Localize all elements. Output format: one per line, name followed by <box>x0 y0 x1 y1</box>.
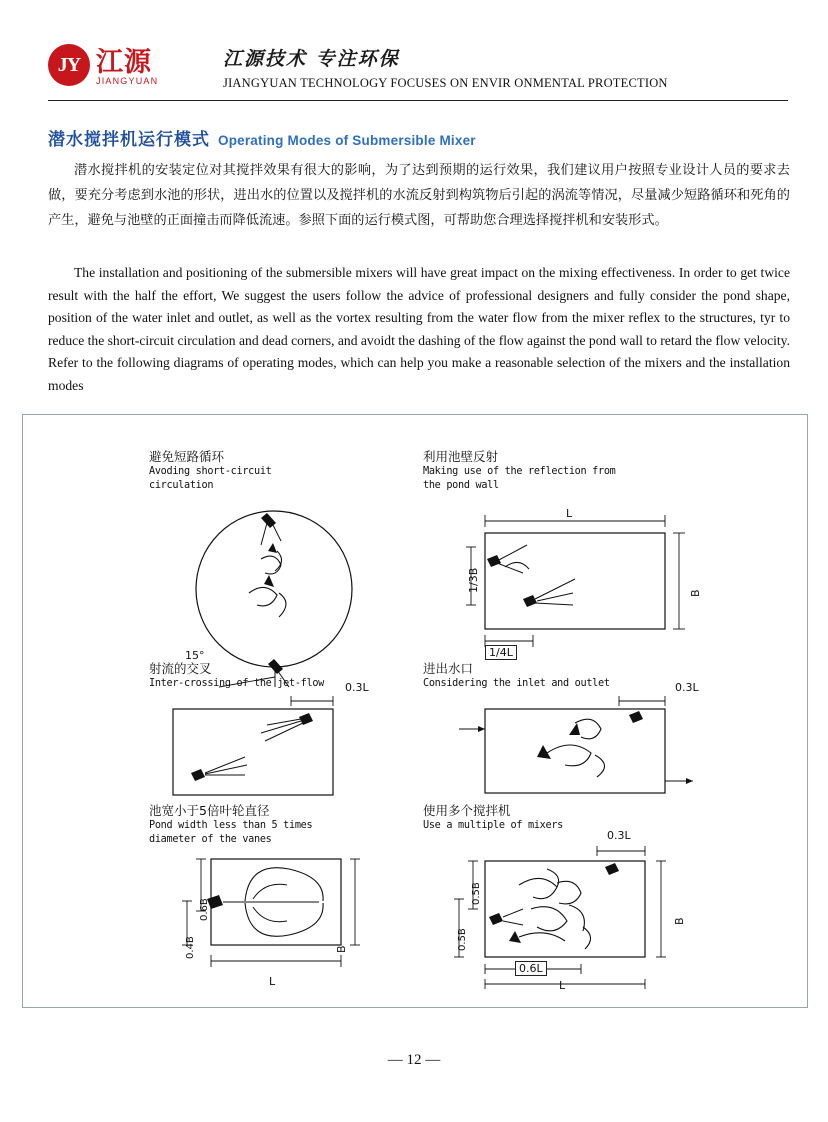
figure-reflection-pond-wall <box>423 449 763 679</box>
figure-caption-cn: 利用池壁反射 <box>423 449 499 464</box>
company-logo-icon: JY <box>48 44 90 86</box>
figure-caption-cn: 使用多个搅拌机 <box>423 803 511 818</box>
figure-6-label-05B-lower: 0.5B <box>457 928 468 951</box>
figure-4-drawing <box>423 695 763 805</box>
figure-3-label-03L: 0.3L <box>345 681 369 694</box>
slogan-en: JIANGYUAN TECHNOLOGY FOCUSES ON ENVIR ONMENTAL PROTECTION <box>223 76 668 90</box>
figure-caption-cn: 射流的交叉 <box>149 661 212 676</box>
company-name-cn: 江源 <box>96 47 152 78</box>
figure-6-label-L: L <box>559 979 566 992</box>
figure-caption-en-line2: the pond wall <box>423 480 499 491</box>
page-number: — 12 — <box>387 1052 441 1068</box>
figure-caption-en-line2: diameter of the vanes <box>149 834 272 845</box>
figure-pond-width-less-5-times <box>149 803 429 993</box>
diagram-panel <box>22 414 808 1008</box>
figure-caption-en-line2: circulation <box>149 480 214 491</box>
figure-multiple-mixers <box>423 803 763 993</box>
figure-2-label-L: L <box>566 507 573 520</box>
page-title-en: Operating Modes of Submersible Mixer <box>218 133 476 148</box>
figure-5-label-B: B <box>335 945 348 953</box>
figure-6-label-03L: 0.3L <box>607 829 631 842</box>
figure-inlet-outlet <box>423 661 763 811</box>
figure-caption-cn: 池宽小于5倍叶轮直径 <box>149 803 270 818</box>
page-title-cn: 潜水搅拌机运行模式 <box>48 130 210 150</box>
figure-6-label-06L: 0.6L <box>515 961 547 976</box>
body-paragraph-cn: 潜水搅拌机的安装定位对其搅拌效果有很大的影响，为了达到预期的运行效果，我们建议用户按照专业设计人员的要求去做，要充分考虑到水池的形状，进出水的位置以及搅拌机的水流反射到构筑物后引起的涡流等情况，尽量减少短路循环和死角的产生，避免与池壁的正面撞击而降低流速。参照下面的运行模式图，可帮助您合理选择搅拌机和安装形式。 <box>48 163 790 228</box>
figure-5-label-04B: 0.4B <box>185 936 196 959</box>
figure-avoiding-short-circuit <box>149 449 429 679</box>
figure-caption-en-line1: Making use of the reflection from <box>423 466 616 477</box>
figure-inter-crossing-jet-flow <box>149 661 429 811</box>
page-title <box>48 125 788 150</box>
figure-caption-en-line1: Pond width less than 5 times <box>149 820 313 831</box>
body-paragraph-en: The installation and positioning of the submersible mixers will have great impact on the mixing effectiveness. In order to get twice result with the half the effort, We suggest the users follow the advice of professional designers and fully consider the pond shape, position of the water inlet and outlet, as well as the vortex resulting from the water flow from the mixer reflex to the structures, tyr to reduce the short-circuit circulation and dead corners, and avoidt the dashing of the flow against the pond wall to retard the flow velocity. Refer to the following diagrams of operating modes, which can help you make a reasonable selection of the mixers and the installation modes <box>48 265 790 393</box>
figure-caption-en-line1: Use a multiple of mixers <box>423 820 564 831</box>
figure-2-label-quarter-L: 1/4L <box>485 645 517 660</box>
figure-5-label-06B: 0.6B <box>199 898 210 921</box>
figure-caption-en-line1: Avoding short-circuit <box>149 466 272 477</box>
figure-2-label-B: B <box>689 589 702 597</box>
figure-2-label-third-B: 1/3B <box>467 567 480 593</box>
figure-caption-en-line1: Considering the inlet and outlet <box>423 678 610 689</box>
company-name-pinyin: JIANGYUAN <box>96 76 159 86</box>
figure-caption-cn: 避免短路循环 <box>149 449 225 464</box>
figure-4-label-03L: 0.3L <box>675 681 699 694</box>
figure-1-angle-label: 15° <box>185 649 205 662</box>
figure-caption-en-line1: Inter-crossing of the jet-flow <box>149 678 325 689</box>
figure-6-label-05B-upper: 0.5B <box>471 882 482 905</box>
figure-6-label-B: B <box>673 917 686 925</box>
header-divider <box>48 100 788 101</box>
figure-5-label-L: L <box>269 975 276 988</box>
page-header <box>48 40 788 102</box>
figure-6-drawing <box>423 839 763 989</box>
figure-5-drawing <box>149 849 429 979</box>
figure-caption-cn: 进出水口 <box>423 661 474 676</box>
figure-3-drawing <box>149 695 429 805</box>
slogan-cn: 江源技术 专注环保 <box>223 48 400 70</box>
